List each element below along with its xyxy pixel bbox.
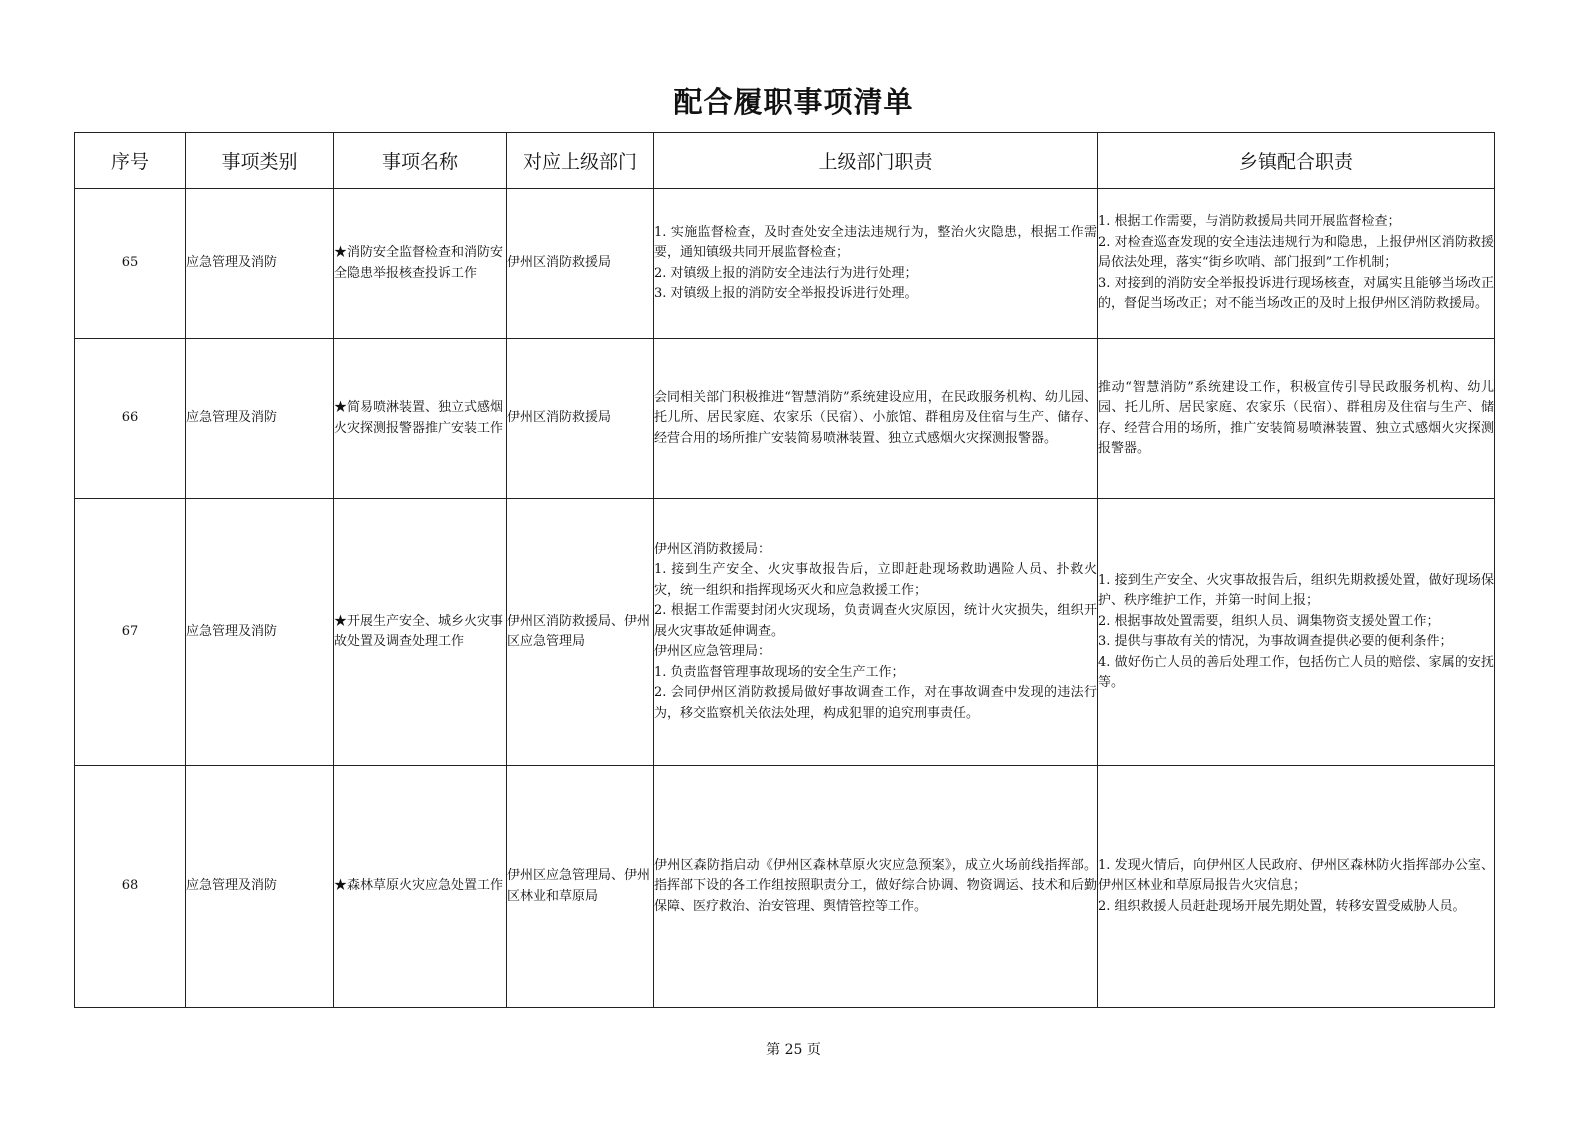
coop-line: 3. 提供与事故有关的情况，为事故调查提供必要的便利条件； (1098, 634, 1453, 649)
coop-line: 1. 接到生产安全、火灾事故报告后，组织先期救援处置，做好现场保护、秩序维护工作，并第一时间上报； (1098, 572, 1494, 608)
table-row (75, 499, 1495, 766)
row-serial: 67 (75, 499, 186, 766)
duty-line: 伊州区应急管理局： (654, 644, 772, 660)
duty-line: 3. 对镇级上报的消防安全举报投诉进行处理。 (654, 286, 918, 301)
duty-line: 1. 负责监督管理事故现场的安全生产工作； (654, 664, 905, 680)
row-serial: 66 (75, 339, 186, 499)
header-serial: 序号 (75, 133, 186, 189)
row-serial: 65 (75, 189, 186, 339)
page-title: 配合履职事项清单 (673, 85, 914, 119)
coop-line: 2. 组织救援人员赶赴现场开展先期处置，转移安置受威胁人员。 (1098, 898, 1466, 914)
duty-table (74, 132, 1495, 1008)
header-category: 事项类别 (186, 133, 334, 189)
duty-line: 1. 接到生产安全、火灾事故报告后，立即赶赴现场救助遇险人员、扑救火灾，统一组织和指挥现场灭火和应急救援工作； (654, 562, 1097, 598)
row-township-duty (1098, 499, 1495, 766)
duty-line: 1. 实施监督检查，及时查处安全违法违规行为，整治火灾隐患，根据工作需要，通知镇级共同开展监督检查； (654, 224, 1097, 260)
row-category: 应急管理及消防 (186, 339, 334, 499)
table-row (75, 339, 1495, 499)
header-department-duty: 上级部门职责 (654, 133, 1098, 189)
row-category: 应急管理及消防 (186, 766, 334, 1008)
header-item-name: 事项名称 (334, 133, 507, 189)
table-header-row (75, 133, 1495, 189)
coop-line: 4. 做好伤亡人员的善后处理工作，包括伤亡人员的赔偿、家属的安抚等。 (1098, 654, 1494, 690)
row-item-name: ★森林草原火灾应急处置工作 (334, 766, 507, 1008)
row-department: 伊州区消防救援局、伊州区应急管理局 (507, 499, 654, 766)
row-department-duty (654, 499, 1098, 766)
row-department-duty (654, 339, 1098, 499)
row-department-duty (654, 189, 1098, 339)
coop-line: 推动“智慧消防”系统建设工作，积极宣传引导民政服务机构、幼儿园、托儿所、居民家庭、农家乐（民宿）、群租房及住宿与生产、储存、经营合用的场所，推广安装简易喷淋装置、独立式感烟火灾探测报警器。 (1098, 379, 1494, 456)
coop-line: 1. 发现火情后，向伊州区人民政府、伊州区森林防火指挥部办公室、伊州区林业和草原局报告火灾信息； (1098, 857, 1494, 894)
row-department: 伊州区消防救援局 (507, 339, 654, 499)
coop-line: 1. 根据工作需要，与消防救援局共同开展监督检查； (1098, 214, 1401, 230)
header-department: 对应上级部门 (507, 133, 654, 189)
duty-line: 2. 会同伊州区消防救援局做好事故调查工作，对在事故调查中发现的违法行为，移交监察机关依法处理，构成犯罪的追究刑事责任。 (654, 685, 1097, 721)
coop-line: 3. 对接到的消防安全举报投诉进行现场核查，对属实且能够当场改正的，督促当场改正；对不能当场改正的及时上报伊州区消防救援局。 (1098, 275, 1494, 312)
duty-line: 伊州区消防救援局： (654, 541, 772, 557)
duty-line: 伊州区森防指启动《伊州区森林草原火灾应急预案》，成立火场前线指挥部。指挥部下设的各工作组按照职责分工，做好综合协调、物资调运、技术和后勤保障、医疗救治、治安管理、舆情管控等工作。 (654, 857, 1097, 914)
table-row (75, 189, 1495, 339)
row-serial: 68 (75, 766, 186, 1008)
row-item-name: ★消防安全监督检查和消防安全隐患举报核查投诉工作 (334, 189, 507, 339)
row-township-duty (1098, 189, 1495, 339)
row-item-name: ★开展生产安全、城乡火灾事故处置及调查处理工作 (334, 499, 507, 766)
table-row (75, 766, 1495, 1008)
duty-line: 会同相关部门积极推进“智慧消防”系统建设应用，在民政服务机构、幼儿园、托儿所、居民家庭、农家乐（民宿）、小旅馆、群租房及住宿与生产、储存、经营合用的场所推广安装简易喷淋装置、独立式感烟火灾探测报警器。 (654, 389, 1097, 446)
coop-line: 2. 对检查巡查发现的安全违法违规行为和隐患，上报伊州区消防救援局依法处理，落实“街乡吹哨、部门报到”工作机制； (1098, 234, 1494, 271)
duty-line: 2. 对镇级上报的消防安全违法行为进行处理； (654, 265, 918, 281)
row-department: 伊州区应急管理局、伊州区林业和草原局 (507, 766, 654, 1008)
row-item-name: ★简易喷淋装置、独立式感烟火灾探测报警器推广安装工作 (334, 339, 507, 499)
duty-line: 2. 根据工作需要封闭火灾现场，负责调查火灾原因，统计火灾损失，组织开展火灾事故延伸调查。 (654, 603, 1097, 639)
row-category: 应急管理及消防 (186, 189, 334, 339)
row-township-duty (1098, 339, 1495, 499)
row-township-duty (1098, 766, 1495, 1008)
header-township-duty: 乡镇配合职责 (1098, 133, 1495, 189)
coop-line: 2. 根据事故处置需要，组织人员、调集物资支援处置工作； (1098, 613, 1440, 629)
page-number: 第 25 页 (766, 1042, 821, 1058)
row-category: 应急管理及消防 (186, 499, 334, 766)
row-department: 伊州区消防救援局 (507, 189, 654, 339)
row-department-duty (654, 766, 1098, 1008)
